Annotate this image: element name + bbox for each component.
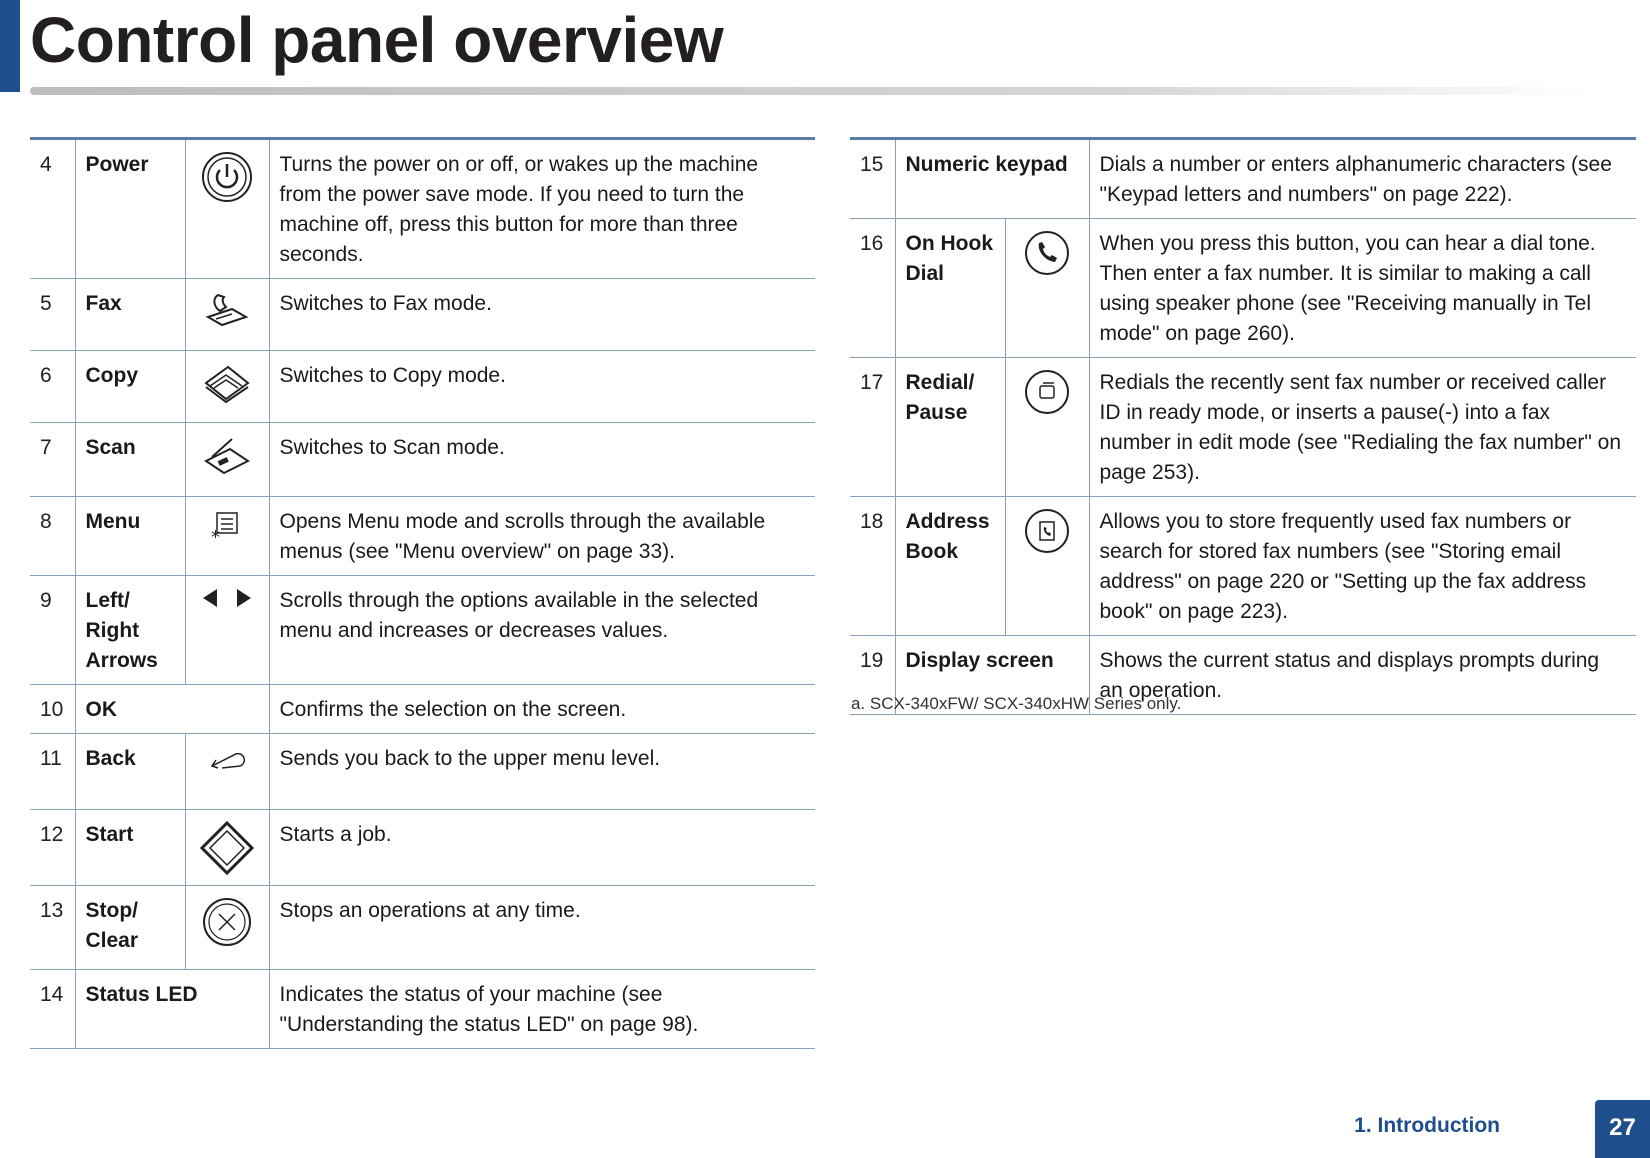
button-name: Redial/ Pause <box>895 358 1005 497</box>
table-row <box>30 886 815 970</box>
table-row <box>850 497 1636 636</box>
button-description: Switches to Scan mode. <box>269 423 815 497</box>
button-name: Power <box>75 139 185 279</box>
button-name: Back <box>75 734 185 810</box>
table-row <box>850 139 1636 219</box>
item-number: 13 <box>30 886 75 970</box>
button-description: Scrolls through the options available in the selected menu and increases or decreases values. <box>269 576 815 685</box>
button-name: Menu <box>75 497 185 576</box>
phone-icon <box>1005 219 1089 358</box>
button-name: Status LED <box>75 970 269 1049</box>
control-table-left <box>30 137 815 1049</box>
fax-icon <box>185 279 269 351</box>
table-row <box>30 279 815 351</box>
scan-icon <box>185 423 269 497</box>
svg-text:*: * <box>211 527 220 547</box>
menu-icon <box>185 497 269 576</box>
item-number: 17 <box>850 358 895 497</box>
button-description: Switches to Copy mode. <box>269 351 815 423</box>
button-description: When you press this button, you can hear a dial tone. Then enter a fax number. It is similar to making a call using speaker phone (see "Receiving manually in Tel mode" on page 260). <box>1089 219 1636 358</box>
item-number: 16 <box>850 219 895 358</box>
footer-section-label: 1. Introduction <box>1354 1114 1500 1137</box>
item-number: 19 <box>850 636 895 715</box>
page-number: 27 <box>1595 1100 1650 1158</box>
footnote: a. SCX-340xFW/ SCX-340xHW Series only. <box>851 694 1182 713</box>
item-number: 15 <box>850 139 895 219</box>
button-name: Scan <box>75 423 185 497</box>
item-number: 12 <box>30 810 75 886</box>
address-book-icon <box>1005 497 1089 636</box>
table-row <box>30 497 815 576</box>
redial-icon <box>1005 358 1089 497</box>
control-table-right <box>850 137 1636 715</box>
button-description: Switches to Fax mode. <box>269 279 815 351</box>
table-row <box>30 423 815 497</box>
table-row <box>30 810 815 886</box>
power-icon <box>185 139 269 279</box>
back-icon <box>185 734 269 810</box>
table-row <box>30 351 815 423</box>
item-number: 4 <box>30 139 75 279</box>
item-number: 7 <box>30 423 75 497</box>
stop-icon <box>185 886 269 970</box>
button-name: Fax <box>75 279 185 351</box>
table-row <box>30 576 815 685</box>
button-name: Start <box>75 810 185 886</box>
button-name: Address Book <box>895 497 1005 636</box>
button-name: Stop/ Clear <box>75 886 185 970</box>
button-description: Opens Menu mode and scrolls through the available menus (see "Menu overview" on page 33). <box>269 497 815 576</box>
page-title: Control panel overview <box>30 4 724 76</box>
table-row <box>850 219 1636 358</box>
button-description: Dials a number or enters alphanumeric characters (see "Keypad letters and numbers" on page 222). <box>1089 139 1636 219</box>
button-description: Sends you back to the upper menu level. <box>269 734 815 810</box>
button-description: Redials the recently sent fax number or received caller ID in ready mode, or inserts a pause(-) into a fax number in edit mode (see "Redialing the fax number" on page 253). <box>1089 358 1636 497</box>
button-name: Numeric keypad <box>895 139 1089 219</box>
item-number: 10 <box>30 685 75 734</box>
item-number: 11 <box>30 734 75 810</box>
table-row <box>30 970 815 1049</box>
title-underline <box>30 87 1590 95</box>
button-description: Indicates the status of your machine (see "Understanding the status LED" on page 98). <box>269 970 815 1049</box>
item-number: 6 <box>30 351 75 423</box>
button-description: Confirms the selection on the screen. <box>269 685 815 734</box>
button-name: Display screen <box>895 636 1089 715</box>
table-row <box>30 734 815 810</box>
button-name: On Hook Dial <box>895 219 1005 358</box>
table-row <box>30 685 815 734</box>
item-number: 18 <box>850 497 895 636</box>
item-number: 8 <box>30 497 75 576</box>
button-name: Copy <box>75 351 185 423</box>
item-number: 9 <box>30 576 75 685</box>
button-description: Allows you to store frequently used fax numbers or search for stored fax numbers (see "Storing email address" on page 220 or "Setting up the fax address book" on page 223). <box>1089 497 1636 636</box>
button-description: Turns the power on or off, or wakes up the machine from the power save mode. If you need to turn the machine off, press this button for more than three seconds. <box>269 139 815 279</box>
copy-icon <box>185 351 269 423</box>
table-row <box>850 358 1636 497</box>
item-number: 5 <box>30 279 75 351</box>
title-accent-bar <box>0 0 20 92</box>
button-description: Shows the current status and displays prompts during an operation. <box>1089 636 1636 715</box>
button-description: Starts a job. <box>269 810 815 886</box>
button-name: Left/ Right Arrows <box>75 576 185 685</box>
button-name: OK <box>75 685 269 734</box>
item-number: 14 <box>30 970 75 1049</box>
arrows-icon <box>185 576 269 685</box>
button-description: Stops an operations at any time. <box>269 886 815 970</box>
table-row <box>30 139 815 279</box>
start-icon <box>185 810 269 886</box>
